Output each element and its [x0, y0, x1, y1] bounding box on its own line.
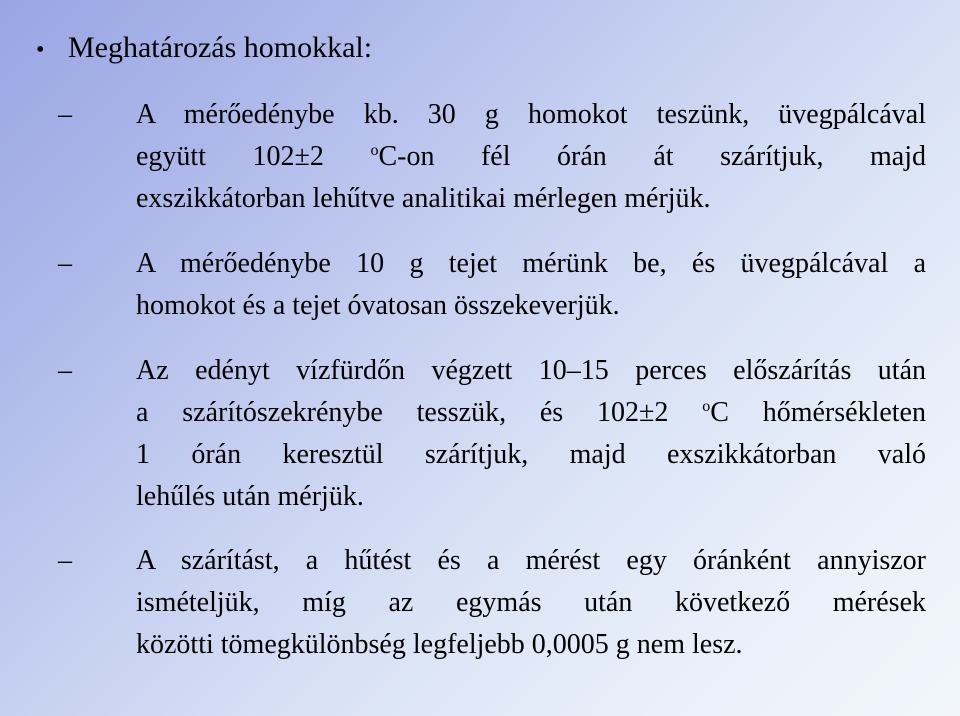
list-item	[58, 540, 926, 666]
dash-bullet-icon: –	[58, 545, 72, 576]
text-line: Az edényt vízfürdőn végzett 10–15 perces előszárítás után	[136, 355, 926, 386]
list-item	[58, 243, 926, 327]
text-line: a szárítószekrénybe tesszük, és 102±2 $^o$C hőmérsékleten	[136, 397, 926, 428]
text-line: exszikkátorban lehűtve analitikai mérlegen mérjük.	[136, 183, 711, 214]
dash-bullet-icon: –	[58, 355, 72, 386]
dash-bullet-icon: –	[58, 99, 72, 130]
text-line: ismételjük, míg az egymás után következő mérések	[136, 587, 926, 618]
slide-heading	[36, 28, 372, 70]
list-item-text	[136, 94, 926, 220]
text-line: A mérőedénybe 10 g tejet mérünk be, és üvegpálcával a	[136, 248, 926, 279]
text-line: 1 órán keresztül szárítjuk, majd exszikkátorban való	[136, 439, 926, 470]
degree-superscript: o	[702, 398, 711, 415]
text-line: lehűlés után mérjük.	[136, 481, 364, 512]
text-line: közötti tömegkülönbség legfeljebb 0,0005 g nem lesz.	[136, 629, 743, 660]
dash-bullet-icon: –	[58, 248, 72, 279]
list-item-text	[136, 350, 926, 518]
list-item	[58, 350, 926, 518]
degree-superscript: o	[370, 142, 379, 159]
text-line: A mérőedénybe kb. 30 g homokot teszünk, üvegpálcával	[136, 99, 926, 130]
bullet-icon: •	[36, 37, 45, 63]
list-item	[58, 94, 926, 220]
list-item-text	[136, 243, 926, 327]
list-item-text	[136, 540, 926, 666]
text-line: homokot és a tejet óvatosan összekeverjük.	[136, 290, 620, 321]
heading-text: Meghatározás homokkal:	[68, 31, 373, 64]
text-line: együtt 102±2 $^o$C-on fél órán át szárítjuk, majd	[136, 141, 927, 172]
text-line: A szárítást, a hűtést és a mérést egy óránként annyiszor	[136, 545, 926, 576]
